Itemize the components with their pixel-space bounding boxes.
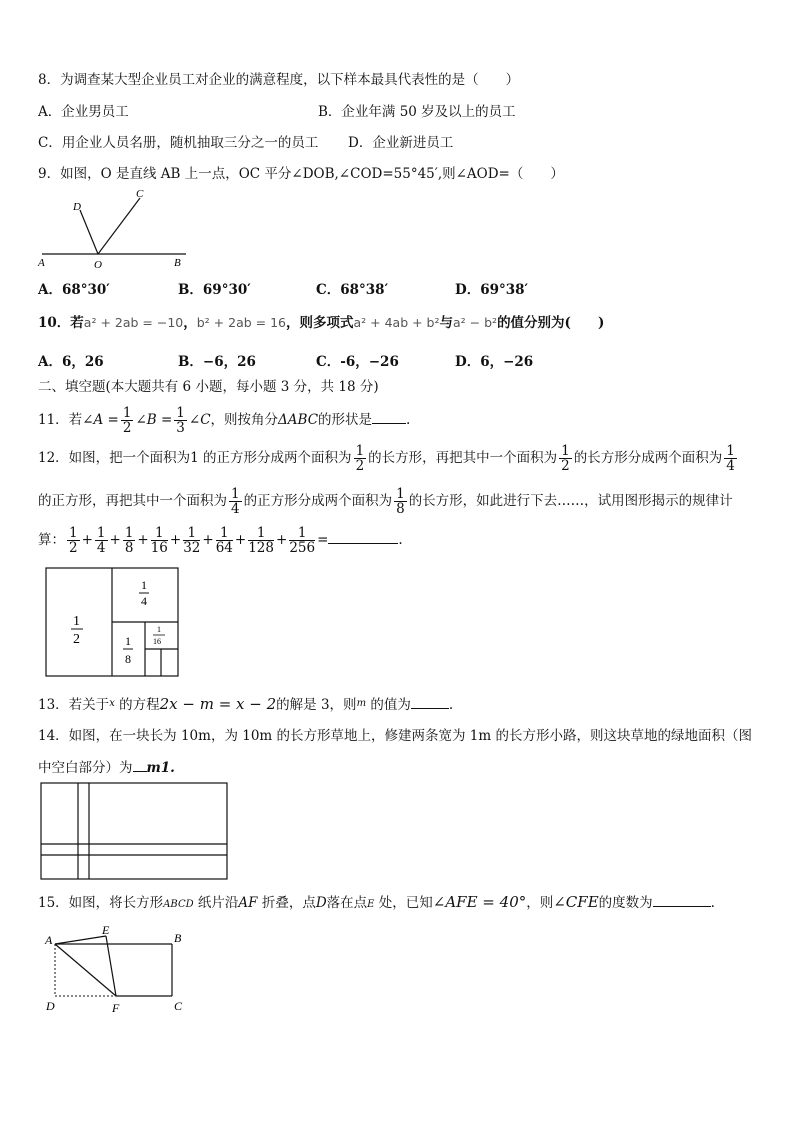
q10-option-b: B．−6，26 xyxy=(178,354,256,370)
q15-label-a: A xyxy=(45,933,53,947)
q10-stem: 10．若a² + 2ab = −10，b² + 2ab = 16，则多项式a² + 4ab + b²与a² − b²的值分别为( ) xyxy=(38,315,605,331)
fig-sixteenth-den: 16 xyxy=(153,637,161,646)
q9-stem: 9．如图，O 是直线 AB 上一点，OC 平分∠DOB,∠COD=55°45′,则∠AOD=（ ） xyxy=(38,166,564,182)
q14-line-2: 中空白部分）为 m1. xyxy=(38,760,175,776)
q15-stem: 15．如图，将长方形ABCD 纸片沿AF 折叠，点D落在点E 处，已知∠AFE = 40°，则∠CFE的度数为 . xyxy=(38,893,715,911)
plus-sign: + xyxy=(81,532,93,548)
q10-expression-2: a² − b² xyxy=(453,315,498,330)
series-term: $\frac{1}{16}$ xyxy=(150,525,168,556)
q9-angle-figure xyxy=(36,186,196,272)
q14-lawn-figure xyxy=(40,782,230,882)
q8-option-d: D．企业新进员工 xyxy=(348,135,454,151)
series-term: $\frac{1}{64}$ xyxy=(215,525,233,556)
q10-expression-1: a² + 4ab + b² xyxy=(353,315,440,330)
q8-option-b: B．企业年满 50 岁及以上的员工 xyxy=(318,104,516,120)
q9-option-a: A．68°30′ xyxy=(38,282,110,298)
q10-option-a: A．6，26 xyxy=(38,354,104,370)
plus-sign: + xyxy=(169,532,182,548)
fig-quarter-den: 4 xyxy=(141,594,147,608)
q15-label-b: B xyxy=(174,931,182,945)
q10-condition-2: b² + 2ab = 16 xyxy=(196,315,286,330)
q10-option-d: D．6，−26 xyxy=(455,354,534,370)
q9-label-o: O xyxy=(94,259,102,271)
q13-answer-blank[interactable] xyxy=(411,708,449,709)
q12-answer-blank[interactable] xyxy=(328,543,398,544)
q9-label-a: A xyxy=(38,257,45,269)
fig-half-num: 1 xyxy=(73,614,80,629)
q12-line-1: 12．如图，把一个面积为1 的正方形分成两个面积为 $\frac{1}{2}$ 的长方形，再把其中一个面积为 $\frac{1}{2}$ 的长方形分成两个面积为 $\frac{1}{4}$ xyxy=(38,443,735,474)
fig-eighth-den: 8 xyxy=(125,652,131,666)
q9-option-b: B．69°30′ xyxy=(178,282,251,298)
plus-sign: + xyxy=(109,532,121,548)
q9-option-d: D．69°38′ xyxy=(455,282,529,298)
section-heading: 二、填空题(本大题共有 6 小题，每小题 3 分，共 18 分) xyxy=(38,379,379,395)
q15-label-c: C xyxy=(174,999,183,1013)
q8-option-c: C．用企业人员名册，随机抽取三分之一的员工 xyxy=(38,135,319,151)
series-term: $\frac{1}{4}$ xyxy=(96,525,106,556)
q12-square-figure xyxy=(45,567,181,679)
q9-label-d: D xyxy=(73,201,81,213)
q12-series: 算： $\frac{1}{2}$ + $\frac{1}{4}$ + $\frac{1}{8}$ + $\frac{1}{16}$ + $\frac{1}{32}$ + $\frac{1}{64}$ + $\frac{1}{128}$ + $\frac{1}{256}$ = . xyxy=(38,525,403,556)
q15-label-d: D xyxy=(46,999,55,1013)
q9-label-c: C xyxy=(136,188,144,200)
q14-answer-blank[interactable] xyxy=(133,771,147,772)
q15-answer-blank[interactable] xyxy=(653,906,711,907)
q14-line-1: 14．如图，在一块长为 10m，为 10m 的长方形草地上，修建两条宽为 1m 的长方形小路，则这块草地的绿地面积（图 xyxy=(38,728,752,744)
plus-sign: + xyxy=(202,532,214,548)
q15-fold-figure xyxy=(40,922,200,1018)
fig-quarter-num: 1 xyxy=(141,578,147,592)
q15-label-e: E xyxy=(102,923,110,937)
q10-condition-1: a² + 2ab = −10 xyxy=(83,315,184,330)
series-term: $\frac{1}{256}$ xyxy=(289,525,316,556)
q10-option-c: C．-6，−26 xyxy=(316,354,399,370)
series-term: $\frac{1}{8}$ xyxy=(124,525,134,556)
q9-option-c: C．68°38′ xyxy=(316,282,389,298)
fig-sixteenth-num: 1 xyxy=(157,625,161,634)
series-term: $\frac{1}{32}$ xyxy=(183,525,201,556)
q13-stem: 13．若关于$^x$ 的方程2x − m = x − 2的解是 3，则$^m$ 的值为 . xyxy=(38,695,454,713)
fig-eighth-num: 1 xyxy=(125,634,131,648)
q11-answer-blank[interactable] xyxy=(372,423,406,424)
q15-label-f: F xyxy=(112,1001,120,1015)
plus-sign: + xyxy=(234,532,247,548)
series-term: $\frac{1}{2}$ xyxy=(69,525,78,556)
q12-line-2: 的正方形，再把其中一个面积为 $\frac{1}{4}$ 的正方形分成两个面积为 $\frac{1}{8}$ 的长方形，如此进行下去……，试用图形揭示的规律计 xyxy=(38,486,733,517)
q8-stem: 8．为调查某大型企业员工对企业的满意程度，以下样本最具代表性的是（ ） xyxy=(38,72,520,88)
fig-half-den: 2 xyxy=(73,632,80,647)
q11-stem: 11．若∠A = $\frac{1}{2}$ ∠B = $\frac{1}{3}$ ∠C，则按角分ΔABC的形状是 . xyxy=(38,405,411,436)
plus-sign: + xyxy=(276,532,288,548)
q9-label-b: B xyxy=(174,257,181,269)
q8-option-a: A．企业男员工 xyxy=(38,104,129,120)
plus-sign: + xyxy=(137,532,149,548)
series-term: $\frac{1}{128}$ xyxy=(248,525,274,556)
